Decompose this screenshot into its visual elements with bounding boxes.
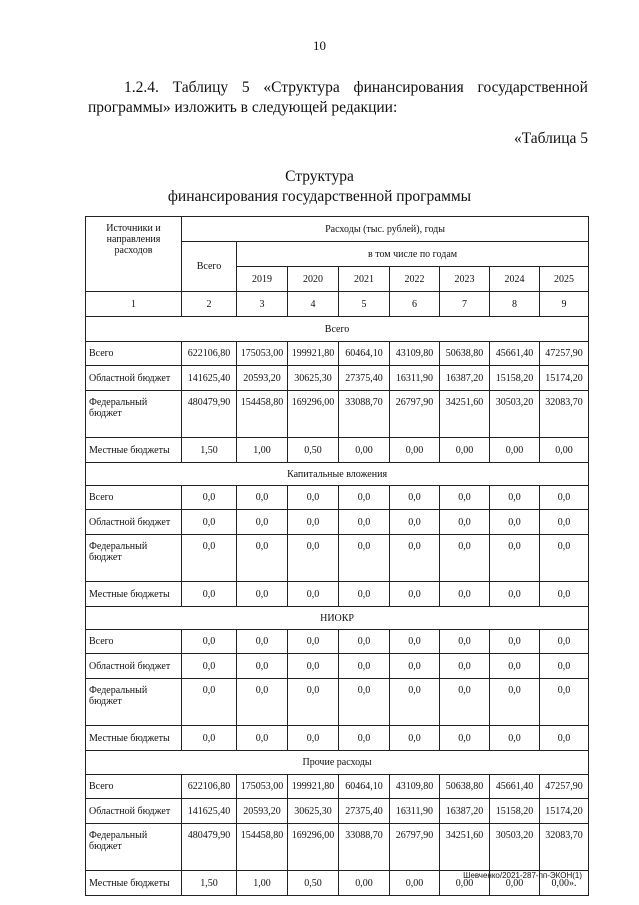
value-cell: 34251,60 (440, 391, 490, 438)
value-cell: 1,50 (182, 438, 237, 463)
value-cell: 0,00 (440, 871, 490, 896)
financing-table (85, 216, 589, 896)
value-cell: 0,0 (390, 510, 440, 535)
value-cell: 0,0 (182, 726, 237, 751)
value-cell: 0,0 (390, 582, 440, 607)
row-label: Всего (86, 630, 182, 654)
table-title (0, 167, 639, 207)
value-cell: 0,0 (540, 679, 589, 726)
value-cell: 175053,00 (237, 775, 288, 799)
column-number: 5 (339, 292, 390, 317)
row-label: Федеральный бюджет (86, 824, 182, 871)
value-cell: 0,0 (540, 654, 589, 679)
value-cell: 0,0 (540, 510, 589, 535)
value-cell: 0,0 (182, 654, 237, 679)
value-cell: 15174,20 (540, 799, 589, 824)
section-row (86, 607, 589, 630)
value-cell: 0,00 (339, 871, 390, 896)
value-cell: 26797,90 (390, 824, 440, 871)
value-cell: 0,0 (288, 630, 339, 654)
value-cell: 154458,80 (237, 391, 288, 438)
value-cell: 1,00 (237, 438, 288, 463)
value-cell: 0,00 (339, 438, 390, 463)
value-cell: 622106,80 (182, 775, 237, 799)
page-number: 10 (313, 38, 326, 53)
value-cell: 0,0 (237, 630, 288, 654)
value-cell: 154458,80 (237, 824, 288, 871)
section-row (86, 463, 589, 486)
value-cell: 60464,10 (339, 775, 390, 799)
header-total: Всего (182, 242, 237, 292)
value-cell: 0,00 (540, 438, 589, 463)
value-cell: 50638,80 (440, 775, 490, 799)
value-cell: 15158,20 (490, 799, 540, 824)
value-cell: 0,0 (182, 486, 237, 510)
value-cell: 20593,20 (237, 366, 288, 391)
table-row (86, 438, 589, 463)
paragraph-line-2: программы» изложить в следующей редакции: (88, 99, 398, 116)
value-cell: 0,0 (182, 535, 237, 582)
paragraph-word: государственной (477, 79, 588, 96)
value-cell: 0,0 (440, 535, 490, 582)
value-cell: 30625,30 (288, 799, 339, 824)
value-cell: 0,0 (390, 654, 440, 679)
value-cell: 0,0 (390, 726, 440, 751)
table-row (86, 510, 589, 535)
table-row (86, 726, 589, 751)
value-cell: 0,0 (490, 726, 540, 751)
value-cell: 0,0 (540, 726, 589, 751)
value-cell: 480479,90 (182, 391, 237, 438)
value-cell: 30503,20 (490, 824, 540, 871)
value-cell: 0,0 (490, 582, 540, 607)
value-cell: 0,0 (288, 582, 339, 607)
value-cell: 0,0 (490, 679, 540, 726)
value-cell: 0,0 (540, 582, 589, 607)
header-year: 2019 (237, 267, 288, 292)
value-cell: 0,0 (288, 486, 339, 510)
value-cell: 0,0 (490, 630, 540, 654)
value-cell: 16387,20 (440, 799, 490, 824)
value-cell: 30625,30 (288, 366, 339, 391)
value-cell: 0,00 (490, 438, 540, 463)
value-cell: 141625,40 (182, 799, 237, 824)
table-row (86, 366, 589, 391)
value-cell: 15174,20 (540, 366, 589, 391)
table-title-line-2: финансирования государственной программы (167, 188, 472, 205)
paragraph-word: 5 (241, 79, 250, 96)
value-cell: 0,0 (237, 726, 288, 751)
value-cell: 0,0 (540, 486, 589, 510)
row-label: Местные бюджеты (86, 438, 182, 463)
value-cell: 622106,80 (182, 342, 237, 366)
section-title: НИОКР (86, 607, 589, 630)
row-label: Областной бюджет (86, 799, 182, 824)
value-cell: 0,0 (440, 654, 490, 679)
column-number: 4 (288, 292, 339, 317)
value-cell: 0,0 (237, 654, 288, 679)
value-cell: 0,0 (288, 510, 339, 535)
value-cell: 26797,90 (390, 391, 440, 438)
column-number: 7 (440, 292, 490, 317)
header-sources: Источники и направления расходов (86, 217, 182, 292)
value-cell: 16311,90 (390, 799, 440, 824)
table-row (86, 679, 589, 726)
header-including: в том числе по годам (237, 242, 589, 267)
section-title: Всего (86, 317, 589, 342)
value-cell: 0,0 (182, 582, 237, 607)
paragraph-word: «Структура (263, 79, 340, 96)
value-cell: 0,0 (440, 510, 490, 535)
value-cell: 169296,00 (288, 391, 339, 438)
header-year: 2024 (490, 267, 540, 292)
header-year: 2025 (540, 267, 589, 292)
column-number: 3 (237, 292, 288, 317)
value-cell: 32083,70 (540, 824, 589, 871)
paragraph-word: финансирования (353, 79, 464, 96)
value-cell: 33088,70 (339, 391, 390, 438)
value-cell: 0,0 (440, 630, 490, 654)
value-cell: 0,00 (440, 438, 490, 463)
table-row (86, 630, 589, 654)
paragraph-word: Таблицу (172, 79, 229, 96)
column-number: 6 (390, 292, 440, 317)
value-cell: 16311,90 (390, 366, 440, 391)
value-cell: 0,0 (237, 486, 288, 510)
column-number-row (86, 292, 589, 317)
table-row (86, 486, 589, 510)
row-label: Федеральный бюджет (86, 391, 182, 438)
table-row (86, 799, 589, 824)
paragraph-word: 1.2.4. (124, 79, 159, 96)
value-cell: 16387,20 (440, 366, 490, 391)
value-cell: 45661,40 (490, 775, 540, 799)
value-cell: 0,0 (237, 679, 288, 726)
value-cell: 0,0 (490, 535, 540, 582)
column-number: 9 (540, 292, 589, 317)
document-footer: Шевченко/2021-287-пп-ЭКОН(1) (463, 871, 582, 880)
value-cell: 0,0 (440, 486, 490, 510)
section-row (86, 317, 589, 342)
row-label: Всего (86, 775, 182, 799)
value-cell: 0,0 (339, 726, 390, 751)
value-cell: 0,0 (440, 679, 490, 726)
value-cell: 0,0 (288, 654, 339, 679)
value-cell: 0,00 (390, 871, 440, 896)
value-cell: 0,0 (490, 486, 540, 510)
row-label: Федеральный бюджет (86, 679, 182, 726)
table-label: «Таблица 5 (513, 130, 588, 147)
value-cell: 0,0 (288, 726, 339, 751)
header-year: 2021 (339, 267, 390, 292)
value-cell: 30503,20 (490, 391, 540, 438)
value-cell: 0,0 (339, 679, 390, 726)
value-cell: 1,00 (237, 871, 288, 896)
value-cell: 0,0 (182, 510, 237, 535)
value-cell: 0,0 (440, 726, 490, 751)
value-cell: 0,00 (490, 871, 540, 896)
value-cell: 47257,90 (540, 342, 589, 366)
value-cell: 0,0 (339, 510, 390, 535)
value-cell: 0,0 (390, 679, 440, 726)
value-cell: 50638,80 (440, 342, 490, 366)
value-cell: 141625,40 (182, 366, 237, 391)
paragraph-line-1 (88, 78, 588, 98)
table-row (86, 535, 589, 582)
value-cell: 0,0 (237, 582, 288, 607)
value-cell: 0,0 (440, 582, 490, 607)
table-row (86, 582, 589, 607)
value-cell: 43109,80 (390, 775, 440, 799)
value-cell: 0,00». (540, 871, 589, 896)
value-cell: 1,50 (182, 871, 237, 896)
header-year: 2023 (440, 267, 490, 292)
header-year: 2020 (288, 267, 339, 292)
value-cell: 0,0 (540, 630, 589, 654)
value-cell: 0,50 (288, 871, 339, 896)
table-row (86, 775, 589, 799)
row-label: Федеральный бюджет (86, 535, 182, 582)
amendment-paragraph (88, 78, 588, 118)
row-label: Местные бюджеты (86, 726, 182, 751)
value-cell: 0,0 (182, 679, 237, 726)
value-cell: 0,0 (540, 535, 589, 582)
row-label: Областной бюджет (86, 510, 182, 535)
value-cell: 0,00 (390, 438, 440, 463)
table-row (86, 391, 589, 438)
column-number: 8 (490, 292, 540, 317)
value-cell: 47257,90 (540, 775, 589, 799)
value-cell: 0,0 (390, 535, 440, 582)
row-label: Областной бюджет (86, 366, 182, 391)
header-year: 2022 (390, 267, 440, 292)
column-number: 2 (182, 292, 237, 317)
value-cell: 0,50 (288, 438, 339, 463)
table-row (86, 824, 589, 871)
row-label: Областной бюджет (86, 654, 182, 679)
value-cell: 20593,20 (237, 799, 288, 824)
value-cell: 0,0 (339, 535, 390, 582)
value-cell: 199921,80 (288, 342, 339, 366)
value-cell: 0,0 (288, 679, 339, 726)
table-title-line-1: Структура (285, 168, 354, 185)
value-cell: 199921,80 (288, 775, 339, 799)
value-cell: 0,0 (288, 535, 339, 582)
table-row (86, 654, 589, 679)
value-cell: 0,0 (390, 630, 440, 654)
value-cell: 0,0 (339, 582, 390, 607)
value-cell: 0,0 (339, 486, 390, 510)
value-cell: 0,0 (339, 654, 390, 679)
value-cell: 0,0 (490, 510, 540, 535)
value-cell: 0,0 (490, 654, 540, 679)
value-cell: 480479,90 (182, 824, 237, 871)
value-cell: 175053,00 (237, 342, 288, 366)
value-cell: 27375,40 (339, 799, 390, 824)
value-cell: 33088,70 (339, 824, 390, 871)
value-cell: 0,0 (339, 630, 390, 654)
value-cell: 60464,10 (339, 342, 390, 366)
section-row (86, 751, 589, 775)
value-cell: 45661,40 (490, 342, 540, 366)
value-cell: 27375,40 (339, 366, 390, 391)
value-cell: 43109,80 (390, 342, 440, 366)
value-cell: 0,0 (390, 486, 440, 510)
section-title: Капитальные вложения (86, 463, 589, 486)
row-label: Всего (86, 486, 182, 510)
header-expenses: Расходы (тыс. рублей), годы (182, 217, 589, 242)
value-cell: 169296,00 (288, 824, 339, 871)
value-cell: 32083,70 (540, 391, 589, 438)
value-cell: 15158,20 (490, 366, 540, 391)
table-row (86, 342, 589, 366)
row-label: Всего (86, 342, 182, 366)
row-label: Местные бюджеты (86, 871, 182, 896)
section-title: Прочие расходы (86, 751, 589, 775)
column-number: 1 (86, 292, 182, 317)
value-cell: 0,0 (237, 535, 288, 582)
row-label: Местные бюджеты (86, 582, 182, 607)
value-cell: 0,0 (237, 510, 288, 535)
value-cell: 0,0 (182, 630, 237, 654)
value-cell: 34251,60 (440, 824, 490, 871)
